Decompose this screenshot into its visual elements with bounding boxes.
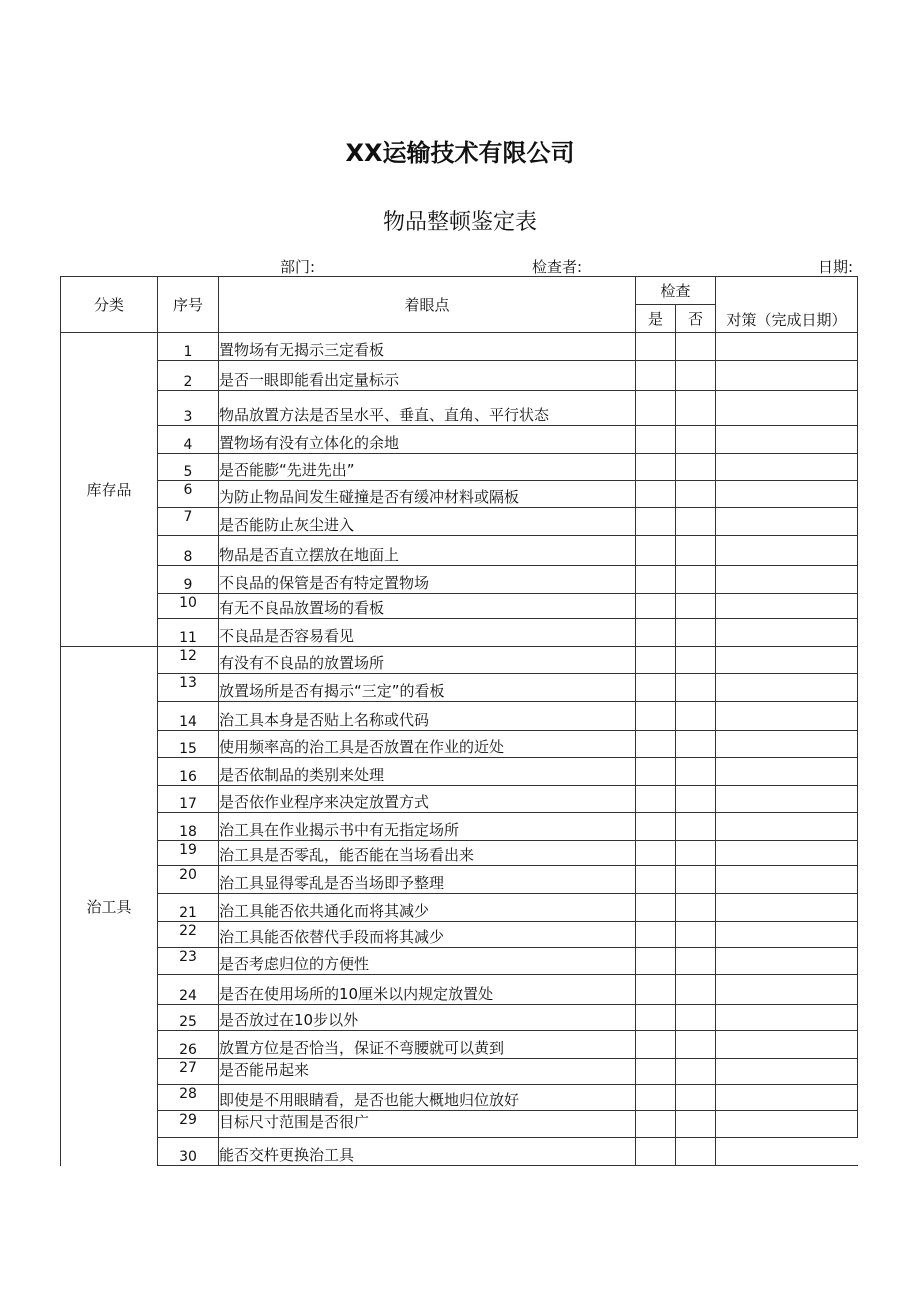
check-no-cell[interactable] [676,508,716,536]
measure-cell[interactable] [716,1031,858,1059]
row-point: 治工具显得零乱是否当场即予整理 [219,866,636,894]
measure-cell[interactable] [716,813,858,841]
row-point: 治工具本身是否贴上名称或代码 [219,702,636,731]
check-yes-cell[interactable] [636,1111,676,1138]
row-point: 是否一眼即能看出定量标示 [219,361,636,391]
check-yes-cell[interactable] [636,361,676,391]
table-row [61,647,858,674]
row-number: 10 [158,594,219,619]
header-yes: 是 [636,305,676,333]
table-row [61,1111,858,1138]
row-number: 9 [158,566,219,594]
measure-cell[interactable] [716,866,858,894]
check-no-cell[interactable] [676,1031,716,1059]
row-point: 是否能防止灰尘进入 [219,508,636,536]
check-yes-cell[interactable] [636,1031,676,1059]
table-row [61,619,858,647]
row-point: 即使是不用眼睛看，是否也能大概地归位放好 [219,1085,636,1111]
table-row [61,361,858,391]
check-no-cell[interactable] [676,674,716,702]
table-row [61,702,858,731]
table-row [61,536,858,566]
check-no-cell[interactable] [676,1085,716,1111]
check-yes-cell[interactable] [636,674,676,702]
row-point: 放置场所是否有揭示“三定”的看板 [219,674,636,702]
row-point: 是否在使用场所的10厘米以内规定放置处 [219,975,636,1005]
measure-cell[interactable] [716,454,858,481]
measure-cell[interactable] [716,619,858,647]
check-yes-cell[interactable] [636,391,676,426]
check-yes-cell[interactable] [636,1085,676,1111]
row-point: 物品放置方法是否呈水平、垂直、直角、平行状态 [219,391,636,426]
row-number: 20 [158,866,219,894]
row-number: 26 [158,1031,219,1059]
row-point: 是否能膨“先进先出” [219,454,636,481]
header-number: 序号 [158,277,219,333]
check-no-cell[interactable] [676,566,716,594]
header-category: 分类 [61,277,158,333]
check-yes-cell[interactable] [636,508,676,536]
row-point: 目标尺寸范围是否很广 [219,1111,636,1138]
check-no-cell[interactable] [676,454,716,481]
measure-cell[interactable] [716,566,858,594]
row-point: 有没有不良品的放置场所 [219,647,636,674]
row-number: 13 [158,674,219,702]
check-no-cell[interactable] [676,922,716,948]
category-inventory: 库存品 [61,333,158,647]
table-row [61,426,858,454]
row-number: 28 [158,1085,219,1111]
check-yes-cell[interactable] [636,619,676,647]
check-no-cell[interactable] [676,391,716,426]
row-number: 29 [158,1111,219,1138]
measure-cell[interactable] [716,894,858,922]
table-row [61,454,858,481]
check-yes-cell[interactable] [636,1138,676,1166]
check-yes-cell[interactable] [636,566,676,594]
inspection-table [60,276,858,1166]
header-measure: 对策（完成日期） [716,277,858,333]
row-point: 能否交杵更换治工具 [219,1138,636,1166]
check-no-cell[interactable] [676,1138,716,1166]
table-row [61,866,858,894]
check-no-cell[interactable] [676,426,716,454]
check-no-cell[interactable] [676,1111,716,1138]
inspector-label: 检查者: [532,258,583,276]
check-no-cell[interactable] [676,948,716,975]
row-point: 是否考虑归位的方便性 [219,948,636,975]
row-point: 是否能吊起来 [219,1059,636,1085]
row-point: 使用频率高的治工具是否放置在作业的近处 [219,731,636,758]
measure-cell[interactable] [716,922,858,948]
measure-cell[interactable] [716,674,858,702]
row-number: 11 [158,619,219,647]
row-number: 8 [158,536,219,566]
row-point: 置物场有没有立体化的余地 [219,426,636,454]
header-check: 检查 [636,277,716,305]
table-row [61,786,858,813]
row-number: 6 [158,481,219,508]
check-no-cell[interactable] [676,758,716,786]
check-yes-cell[interactable] [636,536,676,566]
row-number: 18 [158,813,219,841]
check-no-cell[interactable] [676,894,716,922]
row-number: 3 [158,391,219,426]
row-point: 治工具是否零乱，能否能在当场看出来 [219,841,636,866]
check-yes-cell[interactable] [636,786,676,813]
table-row [61,813,858,841]
row-number: 24 [158,975,219,1005]
row-number: 2 [158,361,219,391]
row-point: 放置方位是否恰当，保证不弯腰就可以黄到 [219,1031,636,1059]
check-yes-cell[interactable] [636,454,676,481]
check-yes-cell[interactable] [636,866,676,894]
measure-cell[interactable] [716,841,858,866]
table-row [61,594,858,619]
form-title: 物品整顿鉴定表 [382,210,537,235]
table-row [61,731,858,758]
check-no-cell[interactable] [676,813,716,841]
header-point: 着眼点 [219,277,636,333]
measure-cell[interactable] [716,536,858,566]
check-no-cell[interactable] [676,731,716,758]
measure-cell[interactable] [716,333,858,361]
check-yes-cell[interactable] [636,594,676,619]
row-number: 15 [158,731,219,758]
table-row [61,1059,858,1085]
check-yes-cell[interactable] [636,922,676,948]
row-number: 17 [158,786,219,813]
check-no-cell[interactable] [676,536,716,566]
check-no-cell[interactable] [676,481,716,508]
check-yes-cell[interactable] [636,841,676,866]
check-no-cell[interactable] [676,647,716,674]
row-number: 27 [158,1059,219,1085]
category-tools: 治工具 [61,647,158,1166]
check-no-cell[interactable] [676,361,716,391]
measure-cell[interactable] [716,508,858,536]
measure-cell[interactable] [716,1085,858,1111]
table-row [61,948,858,975]
check-no-cell[interactable] [676,975,716,1005]
check-yes-cell[interactable] [636,948,676,975]
row-number: 21 [158,894,219,922]
row-point: 置物场有无揭示三定看板 [219,333,636,361]
row-point: 有无不良品放置场的看板 [219,594,636,619]
table-row [61,894,858,922]
measure-cell[interactable] [716,426,858,454]
row-point: 不良品是否容易看见 [219,619,636,647]
check-yes-cell[interactable] [636,1059,676,1085]
check-yes-cell[interactable] [636,1005,676,1031]
row-number: 14 [158,702,219,731]
row-point: 是否依作业程序来决定放置方式 [219,786,636,813]
measure-cell[interactable] [716,1138,858,1166]
measure-cell[interactable] [716,948,858,975]
check-yes-cell[interactable] [636,426,676,454]
check-no-cell[interactable] [676,619,716,647]
check-no-cell[interactable] [676,594,716,619]
table-row [61,841,858,866]
check-no-cell[interactable] [676,333,716,361]
company-name: XX运输技术有限公司 [345,139,575,167]
row-point: 是否依制品的类别来处理 [219,758,636,786]
measure-cell[interactable] [716,975,858,1005]
table-row [61,1085,858,1111]
measure-cell[interactable] [716,786,858,813]
check-yes-cell[interactable] [636,813,676,841]
table-row [61,975,858,1005]
row-number: 16 [158,758,219,786]
measure-cell[interactable] [716,731,858,758]
header-no: 否 [676,305,716,333]
measure-cell[interactable] [716,1059,858,1085]
check-no-cell[interactable] [676,841,716,866]
department-label: 部门: [280,258,316,276]
row-point: 物品是否直立摆放在地面上 [219,536,636,566]
table-row [61,566,858,594]
date-label: 日期: [818,258,854,276]
row-number: 5 [158,454,219,481]
table-row [61,674,858,702]
row-number: 7 [158,508,219,536]
row-number: 19 [158,841,219,866]
measure-cell[interactable] [716,1005,858,1031]
check-no-cell[interactable] [676,1005,716,1031]
row-point: 是否放过在10步以外 [219,1005,636,1031]
check-yes-cell[interactable] [636,333,676,361]
check-no-cell[interactable] [676,866,716,894]
measure-cell[interactable] [716,391,858,426]
measure-cell[interactable] [716,647,858,674]
check-no-cell[interactable] [676,786,716,813]
table-row [61,922,858,948]
check-no-cell[interactable] [676,1059,716,1085]
check-yes-cell[interactable] [636,647,676,674]
table-row [61,1138,858,1166]
row-point: 治工具能否依共通化而将其减少 [219,894,636,922]
row-number: 4 [158,426,219,454]
row-point: 治工具在作业揭示书中有无指定场所 [219,813,636,841]
measure-cell[interactable] [716,594,858,619]
measure-cell[interactable] [716,758,858,786]
row-number: 12 [158,647,219,674]
row-point: 不良品的保管是否有特定置物场 [219,566,636,594]
check-no-cell[interactable] [676,702,716,731]
check-yes-cell[interactable] [636,894,676,922]
row-number: 23 [158,948,219,975]
row-number: 25 [158,1005,219,1031]
row-point: 为防止物品间发生碰撞是否有缓冲材料或隔板 [219,481,636,508]
check-yes-cell[interactable] [636,975,676,1005]
table-row [61,758,858,786]
table-row [61,1005,858,1031]
check-yes-cell[interactable] [636,702,676,731]
check-yes-cell[interactable] [636,758,676,786]
table-row [61,333,858,361]
measure-cell[interactable] [716,481,858,508]
row-number: 1 [158,333,219,361]
table-row [61,391,858,426]
measure-cell[interactable] [716,1111,858,1138]
measure-cell[interactable] [716,702,858,731]
check-yes-cell[interactable] [636,481,676,508]
check-yes-cell[interactable] [636,731,676,758]
table-row [61,1031,858,1059]
measure-cell[interactable] [716,361,858,391]
table-row [61,508,858,536]
table-row [61,481,858,508]
row-number: 30 [158,1138,219,1166]
row-number: 22 [158,922,219,948]
row-point: 治工具能否依替代手段而将其减少 [219,922,636,948]
